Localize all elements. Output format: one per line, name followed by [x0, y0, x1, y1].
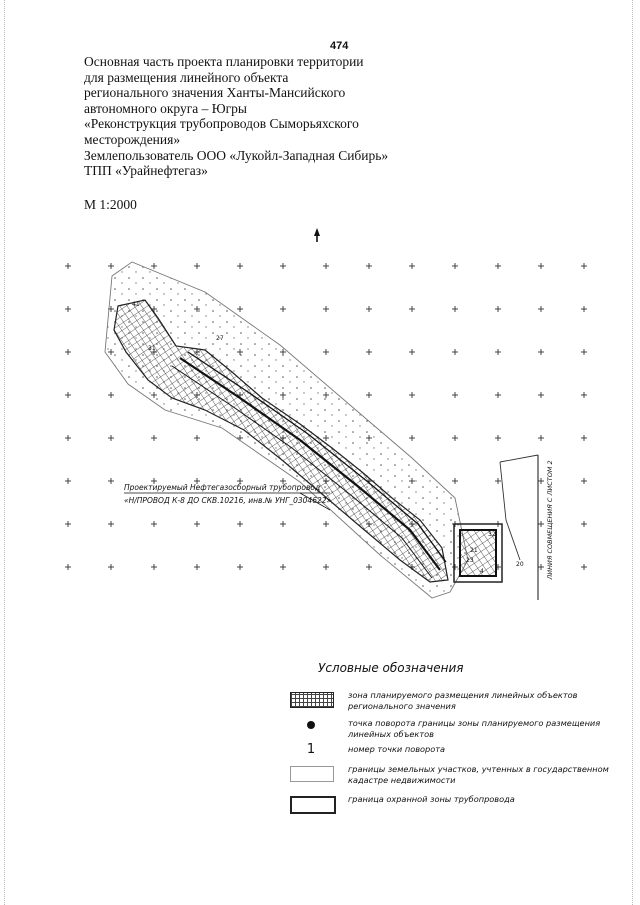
land-plot-swatch-icon — [290, 766, 334, 782]
legend-label: границы земельных участков, учтенных в государственном кадастре недвижимости — [348, 764, 609, 785]
legend-item-dot — [290, 718, 610, 746]
header-line: Основная часть проекта планировки территории — [84, 54, 364, 69]
point-number: 41 — [132, 301, 140, 308]
point-number: 31 — [148, 345, 156, 352]
match-line — [500, 455, 554, 600]
page-number: 474 — [330, 40, 349, 52]
header-line: ТПП «Урайнефтегаз» — [84, 163, 208, 179]
legend-label: номер точки поворота — [348, 744, 446, 754]
legend-item-hatch — [290, 690, 610, 718]
header-line: Землепользователь ООО «Лукойл-Западная Сибирь» — [84, 147, 389, 163]
map-scale: М 1:2000 — [84, 197, 137, 212]
point-number: 21 — [470, 547, 478, 554]
point-number-sample: 1 — [306, 742, 316, 757]
pipeline-label-1: Проектируемый Нефтегазосборный трубопровод — [124, 483, 321, 492]
legend-label: граница охранной зоны трубопровода — [348, 794, 515, 804]
header-line: автономного округа – Югры — [84, 100, 247, 116]
turning-point-dot-icon — [307, 721, 315, 729]
pipeline-label-2: «Н/ПРОВОД К-8 ДО СКВ.10216, инв.№ УНГ_0304622» — [124, 496, 332, 505]
planning-zone-hatch — [114, 300, 448, 582]
header-line: для размещения линейного объекта — [84, 69, 289, 85]
point-number: 32 — [488, 531, 496, 538]
point-number: 4 — [480, 568, 484, 575]
point-number: 27 — [216, 335, 224, 342]
protection-zone-swatch-icon — [290, 796, 336, 814]
hatch-swatch-icon — [290, 692, 334, 708]
north-arrow-icon — [314, 228, 320, 242]
header-line: «Реконструкция трубопроводов Сыморьяхского — [84, 116, 359, 132]
match-line-label: ЛИНИЯ СОВМЕЩЕНИЯ С ЛИСТОМ 2 — [546, 460, 554, 580]
legend-item-thin-box — [290, 764, 610, 792]
legend-item-thick-box — [290, 794, 610, 822]
point-number: 23 — [466, 557, 474, 564]
legend-label: точка поворота границы зоны планируемого размещения линейных объектов — [348, 718, 601, 739]
legend-title: Условные обозначения — [318, 661, 464, 675]
header-line: месторождения» — [84, 131, 181, 147]
point-number: 20 — [516, 561, 524, 568]
legend-label: зона планируемого размещения линейных объектов регионального значения — [348, 690, 578, 711]
header-line: регионального значения Ханты-Мансийского — [84, 85, 346, 101]
